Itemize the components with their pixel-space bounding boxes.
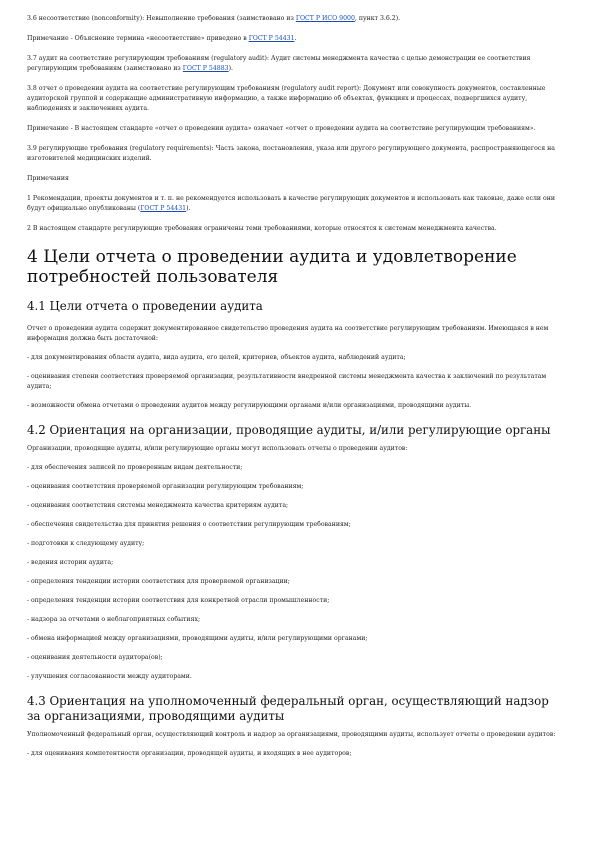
note-2: 2 В настоящем стандарте регулирующие требования ограничены теми требованиями, которые относятся к системам менеджмента качества. bbox=[27, 225, 497, 232]
list-item: - оценивания деятельности аудитора(ов); bbox=[27, 654, 163, 661]
definition-text: 3.6 несоответствие (nonconformity): Невыполнение требования (заимствовано из bbox=[27, 15, 296, 22]
list-item: - оценивания соответствия проверяемой организации регулирующим требованиям; bbox=[27, 483, 304, 490]
note-tail: . bbox=[294, 35, 297, 42]
section-4-3-heading: 4.3 Ориентация на уполномоченный федеральный орган, осуществляющий надзор за организациями, проводящими аудиты bbox=[27, 694, 549, 723]
definition-text: 3.7 аудит на соответствие регулирующим требованиям (regulatory audit): Аудит системы менеджмента качества с целью демонстрации ее соответствия регулирующим требованиям (заимствовано из bbox=[27, 55, 531, 72]
list-item: - возможности обмена отчетами о проведении аудитов между регулирующими органами и/или организациями, проводящими аудиты. bbox=[27, 402, 472, 409]
note-tail: ). bbox=[186, 205, 191, 212]
definition-3-6 bbox=[27, 14, 565, 24]
definition-tail: , пункт 3.6.2). bbox=[354, 15, 401, 22]
list-item: - для обеспечения записей по проверенным видам деятельности; bbox=[27, 464, 243, 471]
list-item: - ведения истории аудита; bbox=[27, 559, 114, 566]
section-4-1-heading: 4.1 Цели отчета о проведении аудита bbox=[27, 299, 263, 313]
list-item: - улучшения согласованности между аудиторами. bbox=[27, 673, 192, 680]
definition-3-8: 3.8 отчет о проведении аудита на соответствие регулирующим требованиям (regulatory audit report): Документ или совокупность документов, составленные аудиторской группой и содержащие административную информацию, а также информацию об объектах, функциях и процессах, подвергшихся аудиту, наблюдениях и заключениях аудита. bbox=[27, 85, 546, 112]
gost-iso-9000-link[interactable]: ГОСТ Р ИСО 9000 bbox=[295, 15, 355, 22]
note-text: Примечание - Объяснение термина «несоответствие» приведено в bbox=[27, 35, 249, 42]
section-4-1-intro: Отчет о проведении аудита содержит документированное свидетельство проведения аудита на соответствие регулирующим требованиям. Имеющаяся в нем информация должна быть достаточной: bbox=[27, 325, 549, 342]
section-4-3-intro: Уполномоченный федеральный орган, осуществляющий контроль и надзор за организациями, проводящими аудиты, использует отчеты о проведении аудитов: bbox=[27, 731, 556, 738]
note-1 bbox=[27, 194, 565, 214]
list-item: - оценивания соответствия системы менеджмента качества критериям аудита; bbox=[27, 502, 289, 509]
definition-tail: ). bbox=[228, 65, 233, 72]
note-3-6 bbox=[27, 34, 565, 44]
note-3-8: Примечание - В настоящем стандарте «отчет о проведении аудита» означает «отчет о проведении аудита на соответствие регулирующим требованиям». bbox=[27, 125, 536, 132]
list-item: - определения тенденции истории соответствия для проверяемой организации; bbox=[27, 578, 290, 585]
section-4-heading: 4 Цели отчета о проведении аудита и удовлетворение потребностей пользователя bbox=[27, 247, 517, 287]
list-item: - обеспечения свидетельства для принятия решения о соответствии регулирующим требованиям; bbox=[27, 521, 351, 528]
list-item: - оценивания степени соответствия проверяемой организации, результативности внедренной системы менеджмента качества к заключений по результатам аудита; bbox=[27, 373, 547, 390]
notes-label: Примечания bbox=[27, 175, 69, 182]
list-item: - для документирования области аудита, вида аудита, его целей, критериев, объектов аудита, наблюдений аудита; bbox=[27, 354, 406, 361]
gost-54883-link[interactable]: ГОСТ Р 54883 bbox=[182, 65, 229, 72]
section-4-2-heading: 4.2 Ориентация на организации, проводящие аудиты, и/или регулирующие органы bbox=[27, 423, 551, 437]
list-item: - определения тенденции истории соответствия для конкретной отрасли промышленности; bbox=[27, 597, 330, 604]
definition-3-9: 3.9 регулирующие требования (regulatory requirements): Часть закона, постановления, указа или другого регулирующего документа, распространяющегося на изготовителей медицинских изделий. bbox=[27, 145, 555, 162]
list-item: - надзора за отчетами о неблагоприятных событиях; bbox=[27, 616, 201, 623]
list-item: - подготовки к следующему аудиту; bbox=[27, 540, 145, 547]
list-item: - для оценивания компетентности организации, проводящей аудиты, и входящих в нее аудиторов; bbox=[27, 750, 352, 757]
definition-3-7 bbox=[27, 54, 565, 74]
note-text: 1 Рекомендации, проекты документов и т. п. не рекомендуется использовать в качестве регулирующих документов и использовать как таковые, даже если они будут официально опубликованы ( bbox=[27, 195, 555, 212]
list-item: - обмена информацией между организациями, проводящими аудиты, и/или регулирующими органами; bbox=[27, 635, 368, 642]
section-4-2-intro: Организации, проводящие аудиты, и/или регулирующие органы могут использовать отчеты о проведении аудитов: bbox=[27, 445, 408, 452]
gost-54431-link[interactable]: ГОСТ Р 54431 bbox=[140, 205, 187, 212]
gost-54431-link[interactable]: ГОСТ Р 54431 bbox=[248, 35, 295, 42]
